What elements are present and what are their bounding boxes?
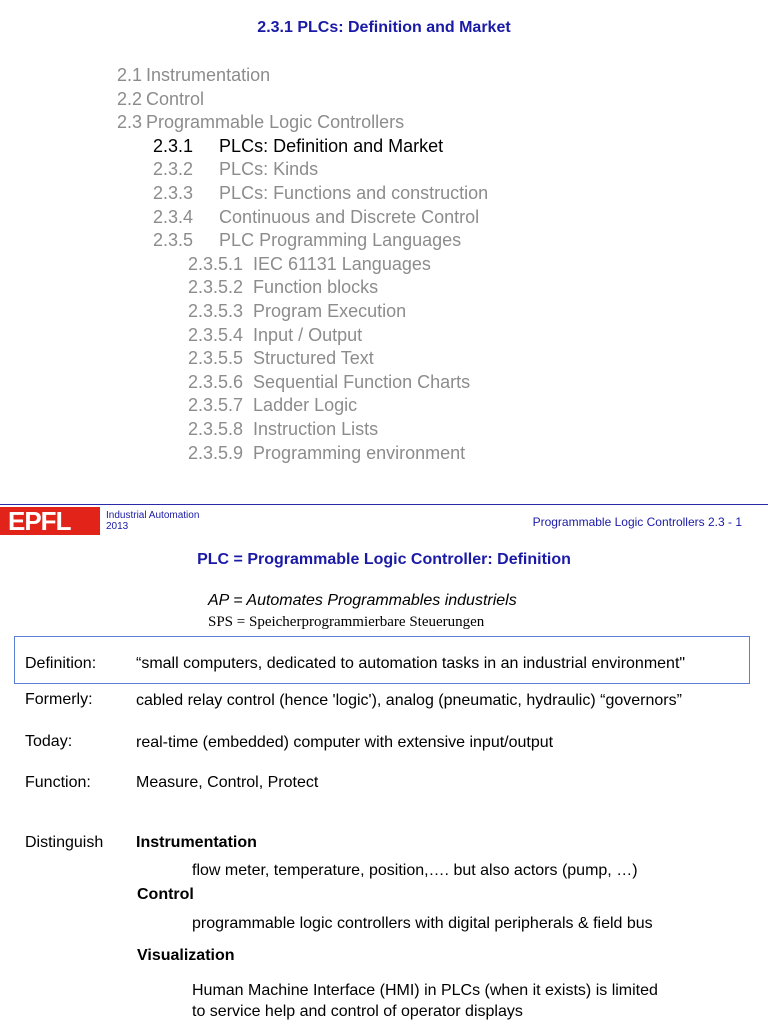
control-heading: Control: [137, 886, 194, 903]
toc-item-label: Function blocks: [253, 277, 379, 298]
toc-item-label: Structured Text: [253, 348, 374, 369]
toc-item-label: Programming environment: [253, 442, 466, 463]
toc-item-number: 2.3.5.5: [188, 348, 244, 369]
toc-item-label: Programmable Logic Controllers: [146, 112, 405, 133]
toc-item: [117, 64, 270, 88]
ap-line: AP = Automates Programmables industriels: [208, 592, 517, 609]
function-text: Measure, Control, Protect: [136, 774, 319, 791]
function-label: Function:: [25, 774, 91, 791]
sps-line: SPS = Speicherprogrammierbare Steuerungen: [208, 614, 485, 630]
toc-item-label: Control: [146, 88, 205, 109]
toc-item: [153, 229, 461, 253]
formerly-text: cabled relay control (hence 'logic'), analog (pneumatic, hydraulic) “governors”: [136, 692, 682, 709]
toc-item-label: PLCs: Kinds: [219, 159, 319, 180]
definition-text: “small computers, dedicated to automation tasks in an industrial environment": [136, 655, 686, 672]
toc-item-number: 2.3.1: [153, 135, 194, 156]
slide-divider: [0, 504, 768, 505]
epfl-logo: [0, 507, 100, 535]
toc-item: [153, 182, 488, 206]
toc-item-number: 2.3.5.2: [188, 277, 244, 298]
toc-item-label: PLCs: Definition and Market: [219, 135, 444, 156]
toc-item-label: PLCs: Functions and construction: [219, 183, 489, 203]
toc-item-number: 2.3.3: [153, 183, 194, 203]
toc-item-number: 2.2: [117, 88, 143, 109]
toc-item: [188, 418, 378, 442]
toc-item: [188, 324, 362, 348]
toc-item: [188, 276, 378, 300]
toc-item-label: Input / Output: [253, 324, 363, 345]
course-name: Industrial Automation: [106, 510, 200, 521]
toc-item-number: 2.3.5.3: [188, 301, 244, 321]
visualization-text-2: to service help and control of operator displays: [192, 1003, 523, 1020]
slide2-title: PLC = Programmable Logic Controller: Definition: [197, 551, 571, 568]
toc-item-label: Instruction Lists: [253, 419, 379, 439]
slide1-title: 2.3.1 PLCs: Definition and Market: [257, 19, 511, 36]
today-label: Today:: [25, 733, 73, 750]
toc-item-number: 2.3: [117, 112, 143, 133]
toc-item-label: Ladder Logic: [253, 395, 358, 416]
definition-label: Definition:: [25, 655, 97, 672]
toc-item-label: Sequential Function Charts: [253, 371, 471, 392]
visualization-heading: Visualization: [137, 947, 235, 964]
page-label: Programmable Logic Controllers 2.3 - 1: [532, 515, 742, 529]
toc-item: [117, 111, 404, 135]
toc-item: [117, 88, 204, 112]
toc-item-number: 2.3.5.1: [188, 253, 244, 274]
toc-item-number: 2.3.2: [153, 159, 194, 180]
toc-item-label: PLC Programming Languages: [219, 230, 462, 251]
toc-item-number: 2.1: [117, 65, 143, 85]
toc-item-number: 2.3.5.7: [188, 395, 244, 416]
visualization-text-1: Human Machine Interface (HMI) in PLCs (when it exists) is limited: [192, 982, 658, 999]
toc-item-number: 2.3.5.6: [188, 371, 244, 392]
instrumentation-heading: Instrumentation: [136, 834, 257, 851]
toc-item: [188, 253, 431, 277]
toc-item-number: 2.3.5.8: [188, 419, 244, 439]
toc-item-number: 2.3.5: [153, 230, 194, 251]
toc-item: [188, 371, 470, 395]
toc-item-label: Continuous and Discrete Control: [219, 206, 480, 227]
toc-item: [153, 206, 479, 230]
course-year: 2013: [106, 521, 129, 532]
toc-item: [188, 394, 357, 418]
toc-item-label: IEC 61131 Languages: [253, 253, 431, 274]
instrumentation-text: flow meter, temperature, position,…. but also actors (pump, …): [192, 862, 638, 879]
distinguish-label: Distinguish: [25, 834, 104, 851]
toc-item-label: Instrumentation: [146, 65, 271, 85]
svg-text:EPFL: EPFL: [8, 507, 71, 535]
control-text: programmable logic controllers with digital peripherals & field bus: [192, 915, 653, 932]
toc-item-number: 2.3.4: [153, 206, 194, 227]
formerly-label: Formerly:: [25, 691, 93, 708]
toc-item-number: 2.3.5.4: [188, 324, 244, 345]
toc-item: [188, 347, 374, 371]
toc-item: [188, 300, 406, 324]
toc-item-number: 2.3.5.9: [188, 442, 244, 463]
today-text: real-time (embedded) computer with extensive input/output: [136, 734, 554, 751]
toc-item: [153, 135, 443, 159]
toc-item: [153, 158, 318, 182]
toc-item: [188, 442, 465, 466]
toc-item-label: Program Execution: [253, 301, 407, 321]
